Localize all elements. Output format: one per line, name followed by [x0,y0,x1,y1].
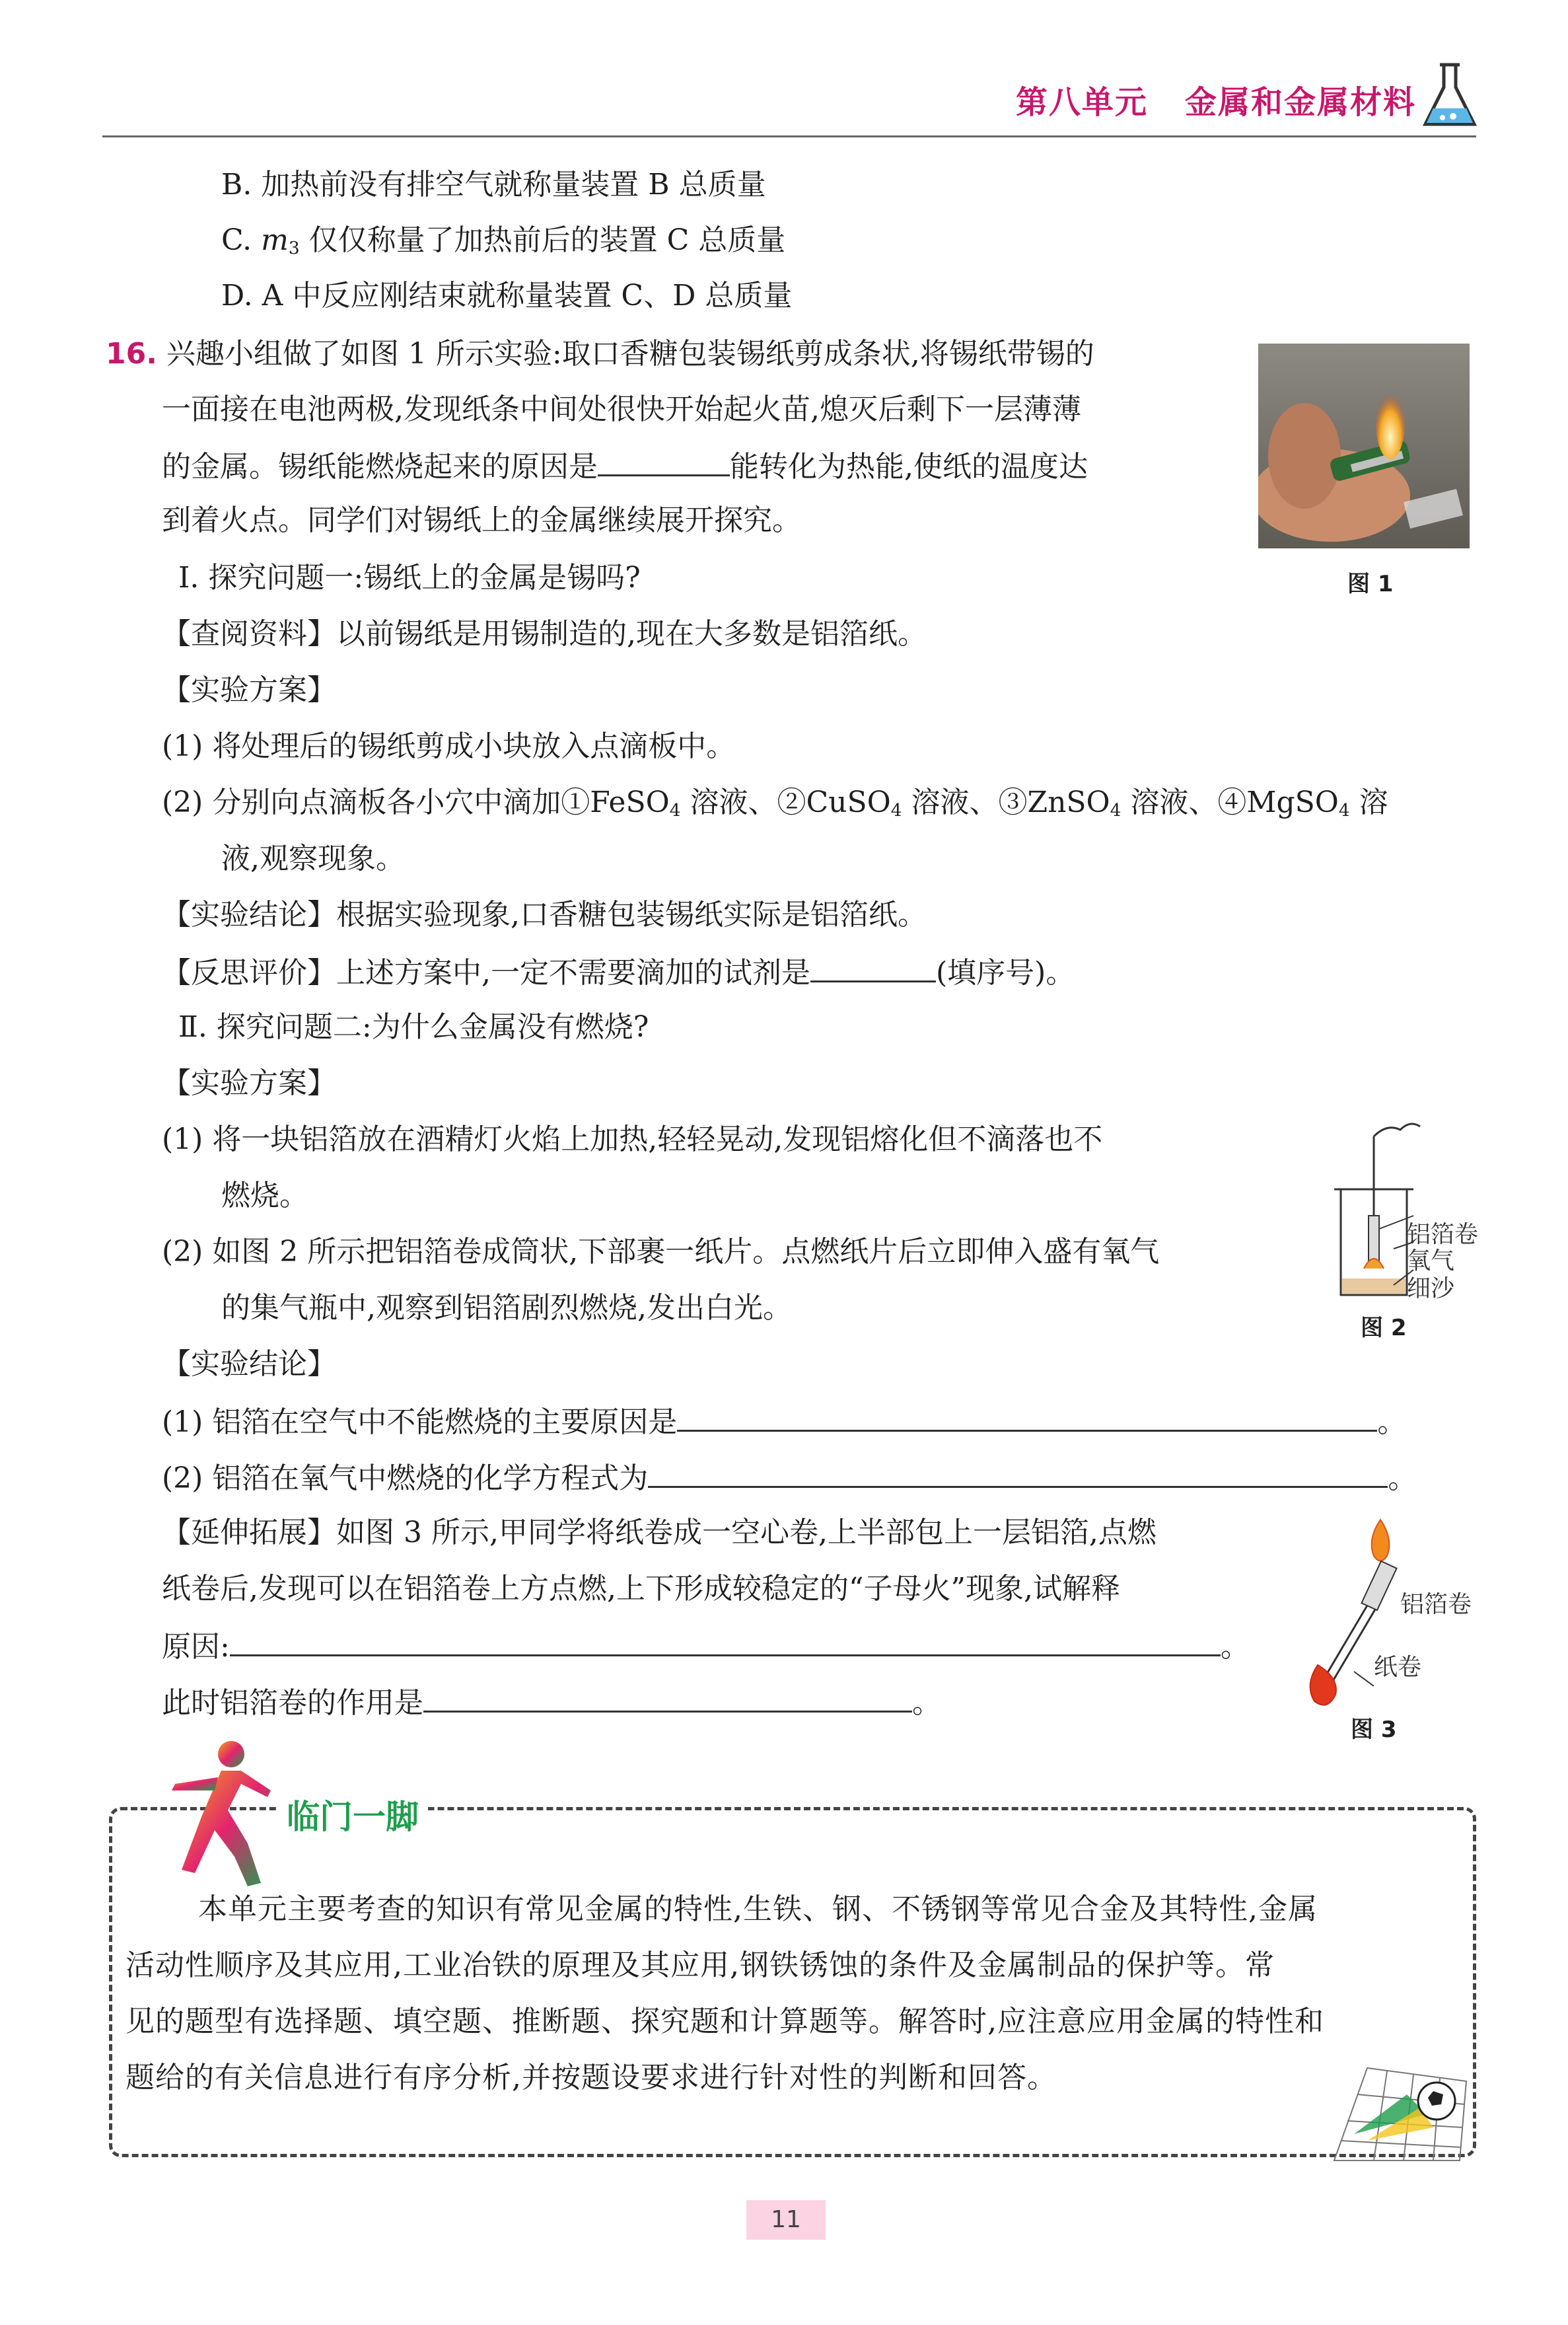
tip-box-title: 临门一脚 [277,1790,428,1838]
figure-1-caption: 图 1 [1347,571,1394,597]
plan2-step-2a: (2) 如图 2 所示把铝箔卷成筒状,下部裹一纸片。点燃纸片后立即伸入盛有氧气 [162,1235,1160,1269]
header-title [1016,77,1416,122]
plan2-step-1b: 燃烧。 [221,1179,308,1212]
tip-line-4: 题给的有关信息进行有序分析,并按题设要求进行针对性的判断和回答。 [125,2061,1057,2094]
plan-step-1: (1) 将处理后的锡纸剪成小块放入点滴板中。 [162,729,736,763]
chapter-title: 金属和金属材料 [1184,84,1416,121]
fig3-label-foil: 铝箔卷 [1400,1591,1472,1618]
unit-label: 第八单元 [1015,84,1148,121]
plan2-heading: 【实验方案】 [162,1066,336,1100]
fig2-label-foil: 铝箔卷 [1407,1221,1479,1248]
answer-blank-explain[interactable] [230,1625,1221,1656]
plan2-step-1a: (1) 将一块铝箔放在酒精灯火焰上加热,轻轻晃动,发现铝熔化但不滴落也不 [162,1123,1103,1156]
conclusion2-item-2: (2) 铝箔在氧气中燃烧的化学方程式为 。 [162,1457,1417,1498]
answer-blank-equation[interactable] [648,1457,1388,1488]
part2-title: Ⅱ. 探究问题二:为什么金属没有燃烧? [178,1010,649,1044]
answer-blank-reagent[interactable] [810,951,936,982]
question-16-line2: 一面接在电池两极,发现纸条中间处很快开始起火苗,熄灭后剩下一层薄薄 [162,392,1081,426]
conclusion-1: 【实验结论】根据实验现象,口香糖包装锡纸实际是铝箔纸。 [162,898,927,932]
answer-blank-energy[interactable] [598,445,730,476]
fig2-label-sand: 细沙 [1407,1275,1455,1302]
plan-step-2-cont: 液,观察现象。 [221,842,405,875]
page-number: 11 [746,2200,826,2240]
question-16-line1: 16. 兴趣小组做了如图 1 所示实验:取口香糖包装锡纸剪成条状,将锡纸带锡的 [106,337,1094,371]
answer-blank-role[interactable] [423,1681,912,1713]
option-b: B. 加热前没有排空气就称量装置 B 总质量 [221,168,766,202]
tip-line-1: 本单元主要考查的知识有常见金属的特性,生铁、钢、不锈钢等常见合金及其特性,金属 [198,1892,1318,1926]
part1-title: Ⅰ. 探究问题一:锡纸上的金属是锡吗? [178,561,641,595]
plan-step-2: (2) 分别向点滴板各小穴中滴加①FeSO$_4$ 溶液、②CuSO$_4$ 溶液、③ZnSO$_4$ 溶液、④MgSO$_4$ 溶 [162,786,1388,821]
tip-line-2: 活动性顺序及其应用,工业冶铁的原理及其应用,钢铁锈蚀的条件及金属制品的保护等。常 [125,1948,1275,1982]
option-c: C. $m_3$ 仅仅称量了加热前后的装置 C 总质量 [221,223,786,258]
reference-info: 【查阅资料】以前锡纸是用锡制造的,现在大多数是铝箔纸。 [162,617,927,651]
conclusion2-heading: 【实验结论】 [162,1347,336,1381]
question-16-line4: 到着火点。同学们对锡纸上的金属继续展开探究。 [162,503,801,537]
tip-line-3: 见的题型有选择题、填空题、推断题、探究题和计算题等。解答时,应注意应用金属的特性和 [125,2005,1324,2038]
conclusion2-item-1: (1) 铝箔在空气中不能燃烧的主要原因是 。 [162,1401,1406,1442]
soccer-goal-icon [1328,2055,1473,2167]
question-16-line3: 的金属。锡纸能燃烧起来的原因是 能转化为热能,使纸的温度达 [162,445,1088,487]
reflection: 【反思评价】上述方案中,一定不需要滴加的试剂是 (填序号)。 [162,951,1075,993]
extension-line2: 纸卷后,发现可以在铝箔卷上方点燃,上下形成较稳定的“子母火”现象,试解释 [162,1572,1120,1605]
answer-blank-reason[interactable] [677,1401,1377,1432]
figure-2-caption: 图 2 [1361,1315,1407,1341]
runner-icon [155,1738,274,1890]
figure-1-photo [1258,344,1470,548]
figure-3-caption: 图 3 [1351,1716,1397,1743]
plan-heading: 【实验方案】 [162,673,336,707]
fig3-label-paper: 纸卷 [1374,1654,1422,1681]
fig2-label-oxygen: 氧气 [1407,1247,1455,1274]
flask-icon [1420,59,1479,132]
extension-line4: 此时铝箔卷的作用是 。 [162,1681,941,1723]
question-number: 16. [106,337,157,371]
extension-line3: 原因: 。 [162,1625,1250,1667]
extension-line1: 【延伸拓展】如图 3 所示,甲同学将纸卷成一空心卷,上半部包上一层铝箔,点燃 [162,1516,1157,1549]
header-rule [102,135,1476,137]
plan2-step-2b: 的集气瓶中,观察到铝箔剧烈燃烧,发出白光。 [221,1291,792,1325]
option-d: D. A 中反应刚结束就称量装置 C、D 总质量 [221,279,793,313]
